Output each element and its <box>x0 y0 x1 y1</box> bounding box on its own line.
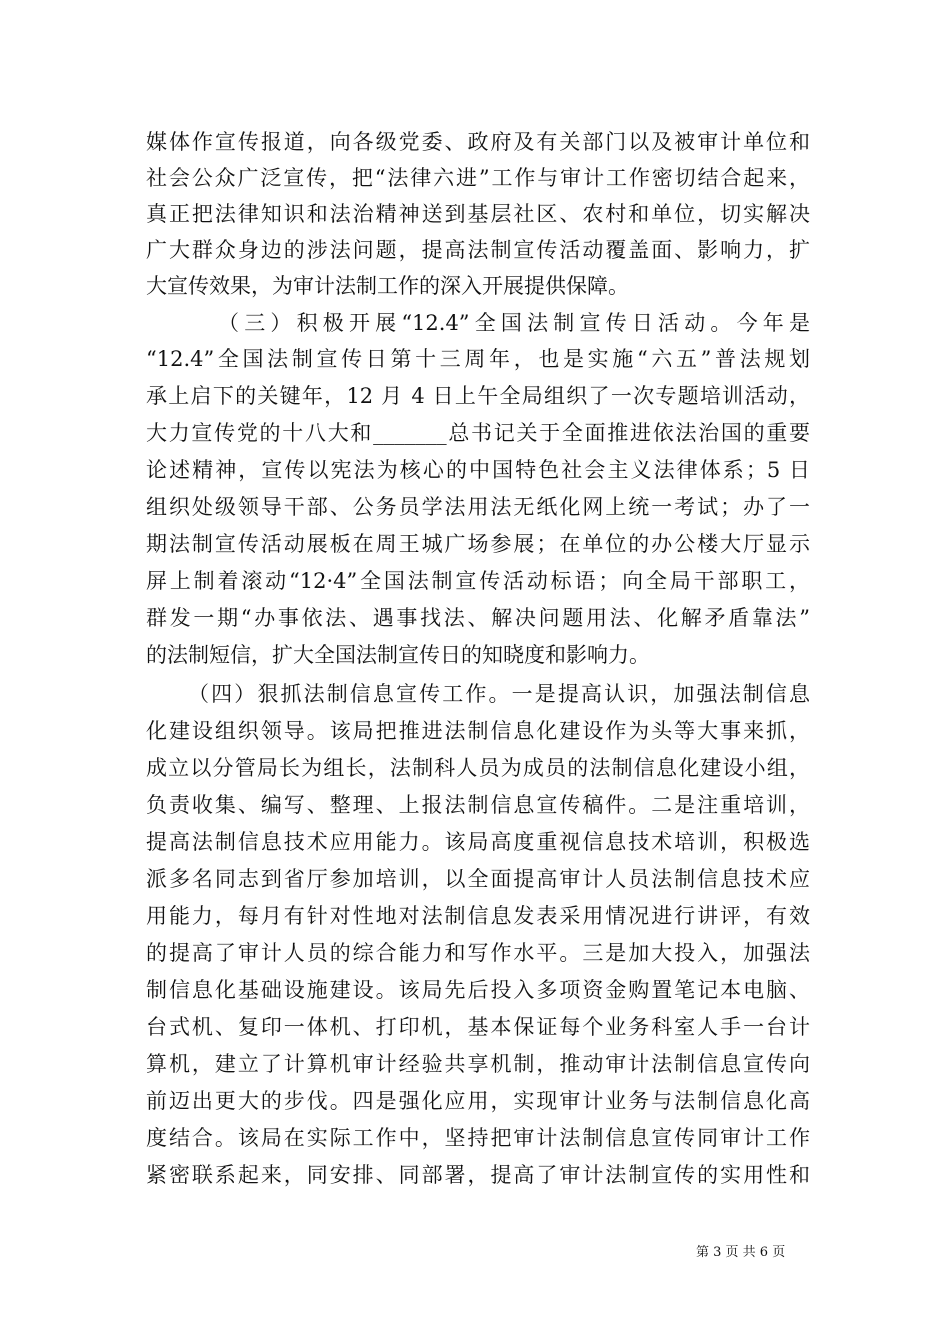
body-line-21: 派多名同志到省厅参加培训，以全面提高审计人员法制信息技术应 <box>146 867 810 891</box>
body-line-4: 广大群众身边的涉法问题，提高法制宣传活动覆盖面、影响力，扩 <box>146 238 810 262</box>
body-line-18: 成立以分管局长为组长，法制科人员为成员的法制信息化建设小组， <box>146 756 810 780</box>
body-line-17: 化建设组织领导。该局把推进法制信息化建设作为头等大事来抓， <box>146 719 810 743</box>
body-line-13: 屏上制着滚动“12·4”全国法制宣传活动标语；向全局干部职工， <box>146 569 810 593</box>
body-line-8: 承上启下的关键年，12 月 4 日上午全局组织了一次专题培训活动， <box>146 384 810 408</box>
body-line-2: 社会公众广泛宣传，把“法律六进”工作与审计工作密切结合起来， <box>146 166 810 190</box>
body-line-27: 前迈出更大的步伐。四是强化应用，实现审计业务与法制信息化高 <box>146 1089 810 1113</box>
body-line-5: 大宣传效果，为审计法制工作的深入开展提供保障。 <box>146 274 629 298</box>
body-line-3: 真正把法律知识和法治精神送到基层社区、农村和单位，切实解决 <box>146 202 810 226</box>
body-line-12: 期法制宣传活动展板在周王城广场参展；在单位的办公楼大厅显示 <box>146 532 810 556</box>
body-line-20: 提高法制信息技术应用能力。该局高度重视信息技术培训，积极选 <box>146 830 810 854</box>
body-line-9: 大力宣传党的十八大和_______总书记关于全面推进依法治国的重要 <box>146 421 810 445</box>
body-line-1: 媒体作宣传报道，向各级党委、政府及有关部门以及被审计单位和 <box>146 130 810 154</box>
body-line-25: 台式机、复印一体机、打印机，基本保证每个业务科室人手一台计 <box>146 1015 810 1039</box>
body-line-22: 用能力，每月有针对性地对法制信息发表采用情况进行讲评，有效 <box>146 904 810 928</box>
body-line-23: 的提高了审计人员的综合能力和写作水平。三是加大投入，加强法 <box>146 941 810 965</box>
body-line-26: 算机，建立了计算机审计经验共享机制，推动审计法制信息宣传向 <box>146 1052 810 1076</box>
page-number-footer: 第 3 页 共 6 页 <box>696 1245 786 1260</box>
body-line-15: 的法制短信，扩大全国法制宣传日的知晓度和影响力。 <box>146 643 650 667</box>
section-4-heading-line: （四）狠抓法制信息宣传工作。一是提高认识，加强法制信息 <box>188 682 810 706</box>
body-line-10: 论述精神，宣传以宪法为核心的中国特色社会主义法律体系；5 日 <box>146 458 810 482</box>
body-line-19: 负责收集、编写、整理、上报法制信息宣传稿件。二是注重培训， <box>146 793 810 817</box>
body-line-11: 组织处级领导干部、公务员学法用法无纸化网上统一考试；办了一 <box>146 495 810 519</box>
body-line-24: 制信息化基础设施建设。该局先后投入多项资金购置笔记本电脑、 <box>146 978 810 1002</box>
body-line-28: 度结合。该局在实际工作中，坚持把审计法制信息宣传同审计工作 <box>146 1126 810 1150</box>
body-line-7: “12.4”全国法制宣传日第十三周年，也是实施“六五”普法规划 <box>146 347 810 371</box>
body-line-29: 紧密联系起来，同安排、同部署，提高了审计法制宣传的实用性和 <box>146 1163 810 1187</box>
body-line-14: 群发一期“办事依法、遇事找法、解决问题用法、化解矛盾靠法” <box>146 606 810 630</box>
section-3-heading-line: （三）积极开展“12.4”全国法制宣传日活动。今年是 <box>218 311 810 335</box>
